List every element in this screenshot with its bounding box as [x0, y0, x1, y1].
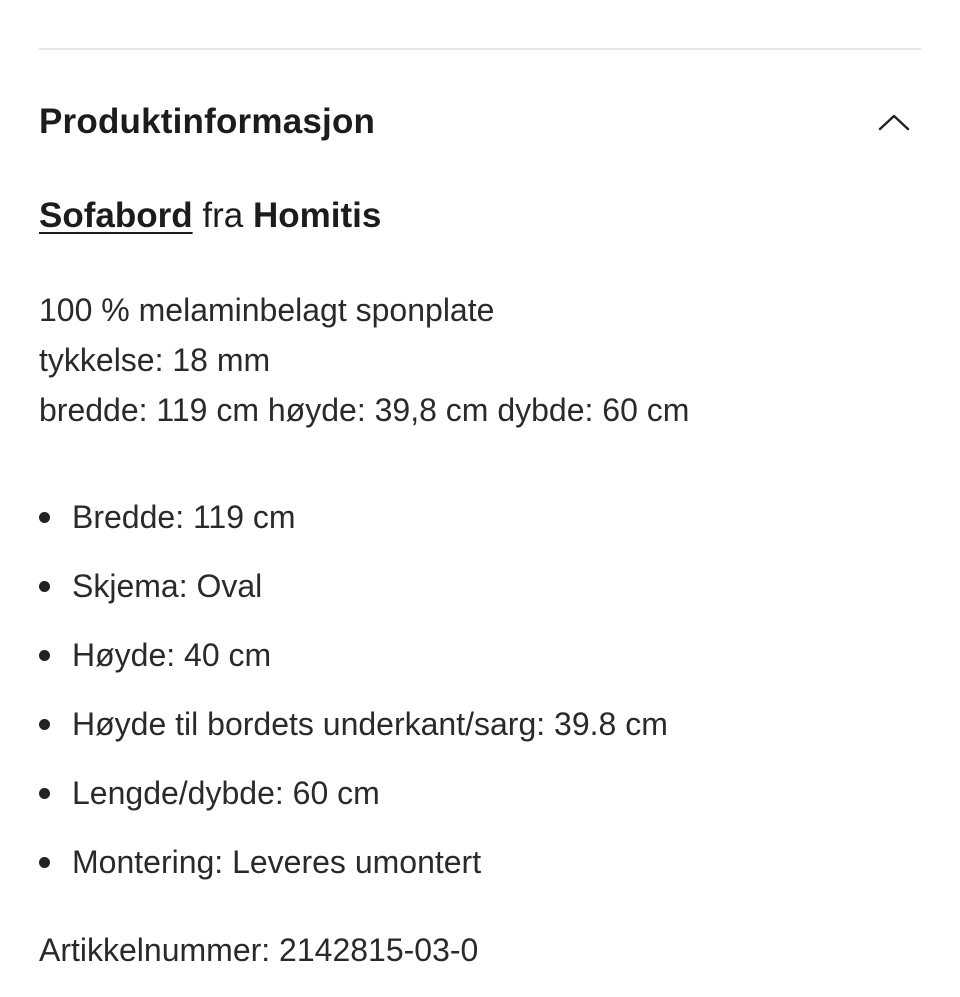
description-line: tykkelse: 18 mm	[39, 342, 271, 378]
bullet-icon	[39, 857, 50, 868]
product-heading	[39, 196, 381, 236]
section-title: Produktinformasjon	[39, 102, 376, 141]
feature-text: Bredde: 119 cm	[72, 499, 296, 535]
feature-item	[39, 828, 668, 897]
feature-item	[39, 690, 668, 759]
feature-item	[39, 759, 668, 828]
from-word: fra	[202, 196, 244, 235]
section-divider	[39, 48, 921, 50]
feature-text: Lengde/dybde: 60 cm	[72, 775, 380, 811]
product-description	[39, 285, 689, 435]
bullet-icon	[39, 650, 50, 661]
feature-item	[39, 483, 668, 552]
category-link[interactable]: Sofabord	[39, 196, 193, 235]
chevron-up-icon[interactable]	[877, 111, 911, 133]
feature-text: Høyde til bordets underkant/sarg: 39.8 cm	[72, 706, 668, 742]
feature-item	[39, 621, 668, 690]
feature-list	[39, 483, 668, 897]
product-info-accordion-header[interactable]	[39, 92, 921, 152]
article-number: Artikkelnummer: 2142815-03-0	[39, 932, 479, 968]
bullet-icon	[39, 512, 50, 523]
description-line: bredde: 119 cm høyde: 39,8 cm dybde: 60 cm	[39, 392, 690, 428]
feature-item	[39, 552, 668, 621]
bullet-icon	[39, 581, 50, 592]
brand-name: Homitis	[252, 196, 382, 235]
bullet-icon	[39, 788, 50, 799]
feature-text: Skjema: Oval	[72, 568, 263, 604]
feature-text: Høyde: 40 cm	[72, 637, 272, 673]
description-line: 100 % melaminbelagt sponplate	[39, 292, 495, 328]
bullet-icon	[39, 719, 50, 730]
feature-text: Montering: Leveres umontert	[72, 844, 482, 880]
